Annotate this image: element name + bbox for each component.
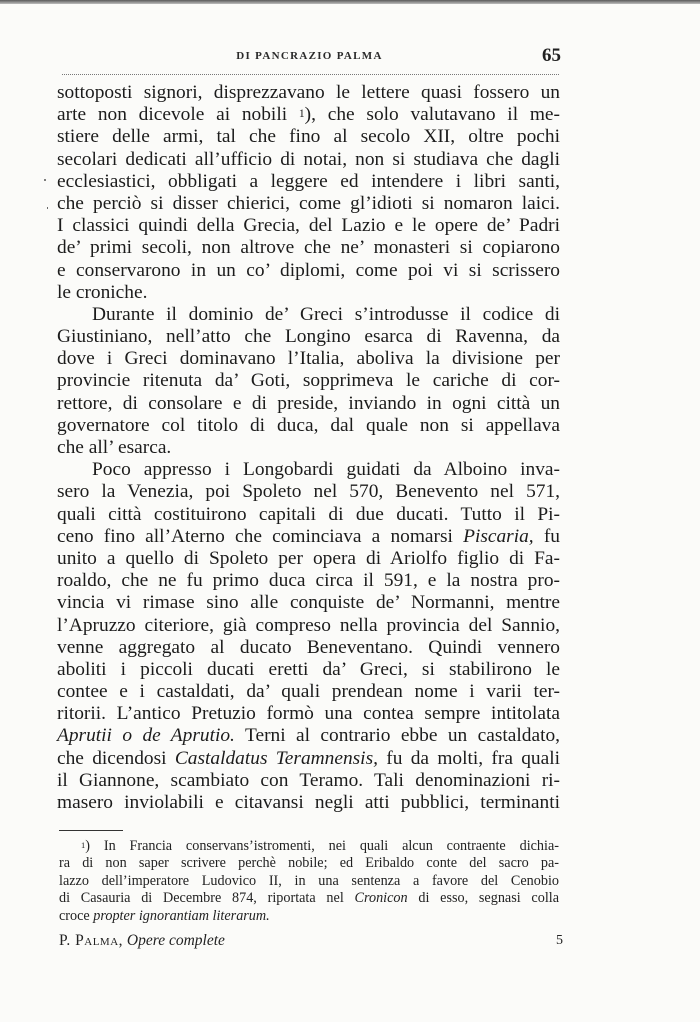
text-fragment: fu da molti, fra quali <box>377 747 560 769</box>
text-line: dove i Greci dominavano l’Italia, aboliva la divisione per <box>57 348 560 370</box>
text-line: che all’ esarca. <box>57 437 172 458</box>
italic-term: propter ignorantiam literarum. <box>93 907 270 924</box>
text-line: de’ primi secoli, non altrove che ne’ monasteri si copiarono <box>57 237 560 259</box>
text-line: masero inviolabili e citavansi negli atti pubblici, terminanti <box>57 792 560 813</box>
text-fragment: Terni al contrario ebbe un castaldato, <box>234 725 560 747</box>
italic-term: Cronicon <box>354 890 408 907</box>
text-line: Poco appresso i Longobardi guidati da Alboino inva- <box>92 459 560 481</box>
text-line <box>57 104 560 126</box>
text-line: l’Apruzzo citeriore, già compreso nella provincia del Sannio, <box>57 614 560 636</box>
running-header <box>58 45 561 71</box>
text-line: venne aggregato al ducato Beneventano. Quindi vennero <box>57 636 560 658</box>
text-line: stiere delle armi, tal che fino al secolo XII, oltre pochi <box>57 126 560 148</box>
text-line: vincia vi rimase sino alle conquiste de’ Normanni, mentre <box>57 592 560 614</box>
text-fragment: ceno fino all’Aterno che cominciava a nomarsi <box>57 525 464 547</box>
footnote-line: lazzo dell’imperatore Ludovico II, in una sentenza a favore del Cenobio <box>59 872 559 889</box>
main-text <box>57 82 560 814</box>
text-line: Giustiniano, nell’atto che Longino esarca di Ravenna, da <box>57 326 560 348</box>
footnote-line <box>59 908 559 925</box>
text-line: secolari dedicati all’ufficio di notai, non si studiava che dagli <box>57 148 560 170</box>
text-line: il Giannone, scambiato con Teramo. Tali denominazioni ri- <box>57 769 560 791</box>
text-fragment: di esso, segnasi colla <box>407 890 559 907</box>
text-line: sottoposti signori, disprezzavano le lettere quasi fossero un <box>57 82 560 103</box>
text-line: che perciò si disser chierici, come gl’idioti si nomaron laici. <box>57 192 560 214</box>
footnote-line <box>59 838 559 855</box>
italic-term: Piscaria, <box>463 525 534 547</box>
footnote-line: ra di non saper scrivere perchè nobile; ed Eribaldo conte del sacro pa- <box>59 855 559 872</box>
text-line: provincie ritenuta da’ Goti, sopprimeva le cariche di cor- <box>57 370 560 392</box>
text-fragment: di Casauria di Decembre 874, riportata nel <box>59 890 355 907</box>
footnote-marker: 1 <box>81 840 86 850</box>
footnote-separator <box>59 830 123 831</box>
text-fragment: croce <box>59 907 94 924</box>
text-line: quali città costituirono capitali di due ducati. Tutto il Pi- <box>57 503 560 525</box>
text-line: unito a quello di Spoleto per opera di Ariolfo figlio di Fa- <box>57 547 560 569</box>
margin-speck <box>47 207 48 209</box>
text-line <box>57 748 560 770</box>
text-line: governatore col titolo di duca, dal quale non si appellava <box>57 414 560 436</box>
text-line: rettore, di consolare e di preside, inviando in ogni città un <box>57 392 560 414</box>
text-fragment: arte non dicevole ai nobili <box>57 104 299 126</box>
footer-author: P. Palma, <box>59 932 124 949</box>
text-fragment: fu <box>533 525 560 547</box>
text-line: ritorii. L’antico Pretuzio formò una contea sempre intitolata <box>57 703 560 725</box>
text-line <box>57 725 560 747</box>
footnote-line <box>59 890 559 907</box>
signature-mark: 5 <box>556 933 563 948</box>
text-fragment: ), che solo valutavano il me- <box>304 104 560 126</box>
text-fragment: ) In Francia conservans’istromenti, nei quali alcun contraente dichia- <box>85 838 559 854</box>
text-line: ecclesiastici, obbligati a leggere ed intendere i libri santi, <box>57 170 560 192</box>
footer-title: Opere complete <box>126 932 225 949</box>
text-line <box>57 526 560 548</box>
text-fragment: che dicendosi <box>57 747 175 769</box>
page-top-edge <box>0 0 700 4</box>
footnote-ref: 1 <box>298 107 305 121</box>
page-footer <box>59 932 563 956</box>
italic-term: Castaldatus Teramnensis, <box>174 747 378 769</box>
page-number: 65 <box>542 45 561 66</box>
italic-term: Aprutii o de Aprutio. <box>57 725 235 747</box>
margin-speck <box>44 179 46 181</box>
text-line: e conservarono in un co’ diplomi, come poi vi si scrissero <box>57 259 560 281</box>
running-title: DI PANCRAZIO PALMA <box>236 50 383 62</box>
text-line: roaldo, che ne fu primo duca circa il 591, e la nostra pro- <box>57 570 560 592</box>
footnote <box>59 838 559 925</box>
text-line: I classici quindi della Grecia, del Lazio e le opere de’ Padri <box>57 215 560 237</box>
text-line: sero la Venezia, poi Spoleto nel 570, Benevento nel 571, <box>57 481 560 503</box>
text-line: aboliti i piccoli ducati eretti da’ Greci, si stabilirono le <box>57 658 560 680</box>
text-line: le croniche. <box>57 281 148 303</box>
text-line: Durante il dominio de’ Greci s’introdusse il codice di <box>92 303 560 325</box>
text-line: contee e i castaldati, da’ quali prendean nome i varii ter- <box>57 681 560 703</box>
header-rule <box>62 74 559 75</box>
